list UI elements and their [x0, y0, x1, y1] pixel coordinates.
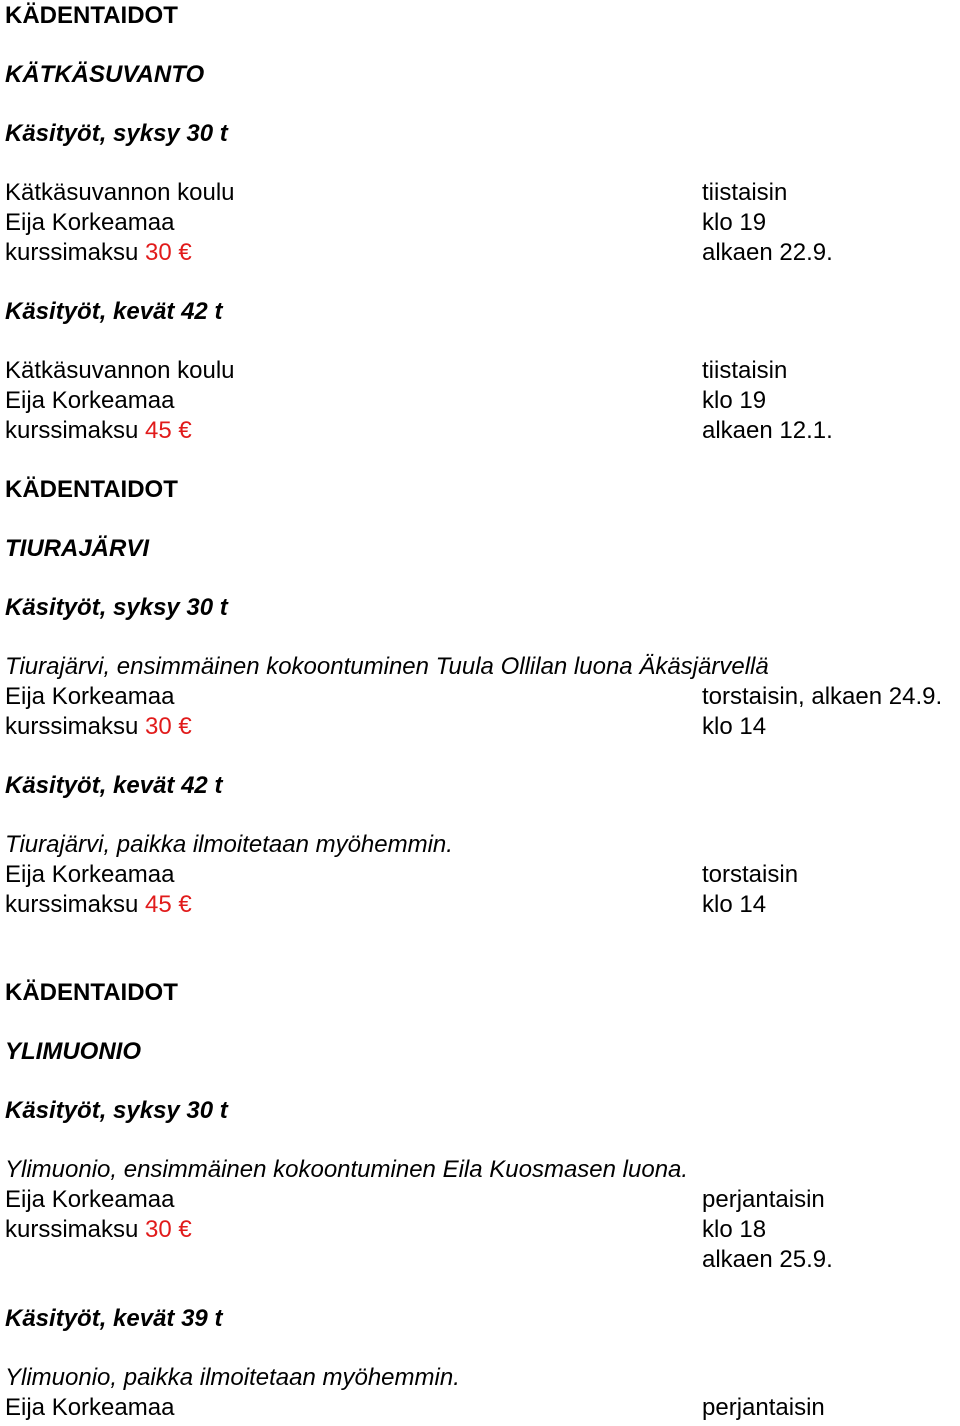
- course-start: alkaen 25.9.: [702, 1246, 833, 1273]
- course-title: Käsityöt, syksy 30 t: [5, 594, 228, 621]
- course-start: alkaen 22.9.: [702, 239, 833, 266]
- course-start: alkaen 12.1.: [702, 417, 833, 444]
- course-venue: Ylimuonio, paikka ilmoitetaan myöhemmin.: [5, 1364, 460, 1391]
- fee-amount: 45 €: [145, 417, 192, 444]
- course-venue: Kätkäsuvannon koulu: [5, 357, 235, 384]
- course-time: klo 19: [702, 387, 767, 414]
- course-fee: [5, 238, 192, 268]
- course-day: perjantaisin: [702, 1394, 825, 1421]
- location-heading: YLIMUONIO: [5, 1038, 141, 1065]
- location-heading: KÄTKÄSUVANTO: [5, 61, 205, 88]
- course-title: Käsityöt, kevät 42 t: [5, 772, 223, 799]
- course-day: tiistaisin: [702, 357, 788, 384]
- category-heading: KÄDENTAIDOT: [5, 476, 178, 503]
- course-day: tiistaisin: [702, 179, 788, 206]
- course-time: klo 14: [702, 891, 767, 918]
- course-teacher: Eija Korkeamaa: [5, 861, 175, 888]
- fee-label: kurssimaksu: [5, 713, 139, 740]
- course-fee: [5, 416, 192, 446]
- course-venue: Kätkäsuvannon koulu: [5, 179, 235, 206]
- course-day: torstaisin, alkaen 24.9.: [702, 683, 943, 710]
- fee-amount: 30 €: [145, 1216, 192, 1243]
- course-venue: Tiurajärvi, ensimmäinen kokoontuminen Tuula Ollilan luona Äkäsjärvellä: [5, 653, 769, 680]
- course-venue: Ylimuonio, ensimmäinen kokoontuminen Eila Kuosmasen luona.: [5, 1156, 689, 1183]
- course-title: Käsityöt, kevät 42 t: [5, 298, 223, 325]
- course-title: Käsityöt, syksy 30 t: [5, 120, 228, 147]
- course-teacher: Eija Korkeamaa: [5, 387, 175, 414]
- course-teacher: Eija Korkeamaa: [5, 683, 175, 710]
- course-teacher: Eija Korkeamaa: [5, 1394, 175, 1421]
- location-heading: TIURAJÄRVI: [5, 535, 150, 562]
- course-time: klo 18: [702, 1216, 767, 1243]
- course-teacher: Eija Korkeamaa: [5, 1186, 175, 1213]
- fee-label: kurssimaksu: [5, 1216, 139, 1243]
- course-fee: [5, 890, 192, 920]
- course-fee: [5, 712, 192, 742]
- category-heading: KÄDENTAIDOT: [5, 979, 178, 1006]
- fee-label: kurssimaksu: [5, 239, 139, 266]
- course-title: Käsityöt, syksy 30 t: [5, 1097, 228, 1124]
- course-day: perjantaisin: [702, 1186, 825, 1213]
- fee-amount: 45 €: [145, 891, 192, 918]
- fee-label: kurssimaksu: [5, 417, 139, 444]
- fee-amount: 30 €: [145, 713, 192, 740]
- course-day: torstaisin: [702, 861, 799, 888]
- fee-label: kurssimaksu: [5, 891, 139, 918]
- course-venue: Tiurajärvi, paikka ilmoitetaan myöhemmin.: [5, 831, 453, 858]
- course-time: klo 19: [702, 209, 767, 236]
- course-fee: [5, 1215, 192, 1245]
- course-teacher: Eija Korkeamaa: [5, 209, 175, 236]
- course-time: klo 14: [702, 713, 767, 740]
- course-title: Käsityöt, kevät 39 t: [5, 1305, 223, 1332]
- category-heading: KÄDENTAIDOT: [5, 2, 178, 29]
- fee-amount: 30 €: [145, 239, 192, 266]
